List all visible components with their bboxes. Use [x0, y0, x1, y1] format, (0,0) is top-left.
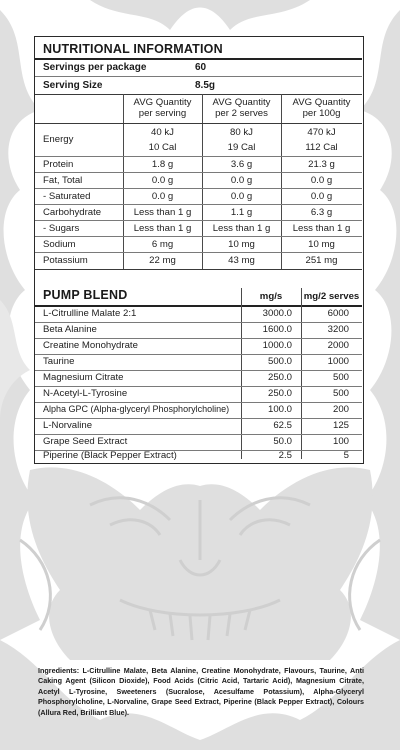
nutrient-value: 6.3 g: [310, 207, 333, 218]
col-header-per-serving: AVG Quantity per serving: [133, 97, 192, 119]
pump-value-mgs: 250.0: [267, 372, 292, 383]
energy-label: Energy: [43, 134, 74, 145]
nutrient-label: Potassium: [43, 255, 88, 266]
pump-value-mg2: 6000: [327, 308, 349, 319]
nutrient-value: 251 mg: [305, 255, 338, 266]
pump-value-mgs: 62.5: [273, 420, 292, 431]
nutrient-value: 0.0 g: [151, 191, 174, 202]
nutrient-value: 3.6 g: [230, 159, 253, 170]
nutrient-label: - Saturated: [43, 191, 91, 202]
pump-value-mgs: 50.0: [273, 436, 292, 447]
pump-ingredient-name: L-Citrulline Malate 2:1: [43, 308, 137, 319]
pump-ingredient-name: L-Norvaline: [43, 420, 93, 431]
pump-ingredient-name: Taurine: [43, 356, 75, 367]
pump-value-mgs: 3000.0: [262, 308, 292, 319]
pump-value-mg2: 500: [332, 372, 349, 383]
energy-kj-serving: 40 kJ: [151, 127, 174, 138]
energy-kj-2serves: 80 kJ: [230, 127, 253, 138]
nutrient-value: 0.0 g: [310, 191, 333, 202]
col-header-per-2-serves: AVG Quantity per 2 serves: [212, 97, 271, 119]
nutrient-label: - Sugars: [43, 223, 80, 234]
pump-value-mg2: 500: [332, 388, 349, 399]
pump-value-mgs: 500.0: [267, 356, 292, 367]
pump-ingredient-name: Alpha GPC (Alpha-glyceryl Phosphorylcholine): [43, 404, 230, 414]
nutrient-value: 6 mg: [151, 239, 174, 250]
nutrient-value: 22 mg: [149, 255, 176, 266]
nutrient-label: Sodium: [43, 239, 76, 250]
servings-label: Servings per package: [43, 62, 147, 73]
energy-cal-2serves: 19 Cal: [227, 142, 256, 153]
energy-cal-serving: 10 Cal: [148, 142, 177, 153]
pump-value-mgs: 2.5: [278, 450, 292, 461]
pump-ingredient-name: Grape Seed Extract: [43, 436, 128, 447]
nutrient-value: 1.8 g: [151, 159, 174, 170]
pump-value-mgs: 100.0: [267, 404, 292, 415]
pump-ingredient-name: N-Acetyl-L-Tyrosine: [43, 388, 128, 399]
nutrient-value: 0.0 g: [230, 191, 253, 202]
pump-value-mg2: 100: [332, 436, 349, 447]
pump-value-mgs: 1000.0: [262, 340, 292, 351]
energy-cal-100g: 112 Cal: [305, 142, 338, 153]
nutrient-value: Less than 1 g: [292, 223, 351, 234]
nutrient-value: 0.0 g: [230, 175, 253, 186]
pump-blend-title: PUMP BLEND: [43, 288, 128, 302]
pump-ingredient-name: Creatine Monohydrate: [43, 340, 138, 351]
pump-value-mg2: 200: [332, 404, 349, 415]
pump-col-header-mgs: mg/s: [259, 291, 283, 302]
nutrient-label: Protein: [43, 159, 74, 170]
pump-ingredient-name: Piperine (Black Pepper Extract): [43, 450, 177, 461]
nutrient-value: 43 mg: [228, 255, 255, 266]
nutrition-panel: [34, 36, 364, 464]
energy-kj-100g: 470 kJ: [307, 127, 336, 138]
nutrient-value: Less than 1 g: [133, 207, 192, 218]
pump-value-mg2: 3200: [327, 324, 349, 335]
nutrition-title: NUTRITIONAL INFORMATION: [43, 42, 223, 56]
pump-value-mg2: 5: [343, 450, 349, 461]
nutrient-label: Carbohydrate: [43, 207, 102, 218]
pump-value-mg2: 2000: [327, 340, 349, 351]
servings-value: 60: [195, 62, 207, 73]
nutrient-value: 10 mg: [228, 239, 255, 250]
serving-size-value: 8.5g: [195, 80, 216, 91]
ingredients-text: Ingredients: L-Citrulline Malate, Beta Alanine, Creatine Monohydrate, Flavours, Taurine, Anti Caking Agent (Silicon Dioxide), Food Acids (Citric Acid, Tartaric Acid), Magnesium Citrate, Acetyl L-Tyrosine, Sweeteners (Sucralose, Acesulfame Potassium), Alpha-Glyceryl Phosphorylcholine, L-Norvaline, Grape Seed Extract, Piperine (Black Pepper Extract), Colours (Allura Red, Brilliant Blue).: [38, 666, 364, 717]
nutrient-value: 0.0 g: [310, 175, 333, 186]
pump-value-mg2: 125: [332, 420, 349, 431]
pump-col-header-mg2: mg/2 serves: [303, 291, 360, 302]
pump-ingredient-name: Beta Alanine: [43, 324, 97, 335]
serving-size-label: Serving Size: [43, 80, 103, 91]
pump-ingredient-name: Magnesium Citrate: [43, 372, 124, 383]
nutrient-value: 1.1 g: [230, 207, 253, 218]
pump-value-mg2: 1000: [327, 356, 349, 367]
nutrient-label: Fat, Total: [43, 175, 83, 186]
pump-value-mgs: 250.0: [267, 388, 292, 399]
pump-value-mgs: 1600.0: [262, 324, 292, 335]
nutrient-value: 0.0 g: [151, 175, 174, 186]
nutrient-value: Less than 1 g: [212, 223, 271, 234]
nutrient-value: 21.3 g: [308, 159, 335, 170]
nutrient-value: 10 mg: [308, 239, 335, 250]
nutrient-value: Less than 1 g: [133, 223, 192, 234]
col-header-per-100g: AVG Quantity per 100g: [292, 97, 351, 119]
